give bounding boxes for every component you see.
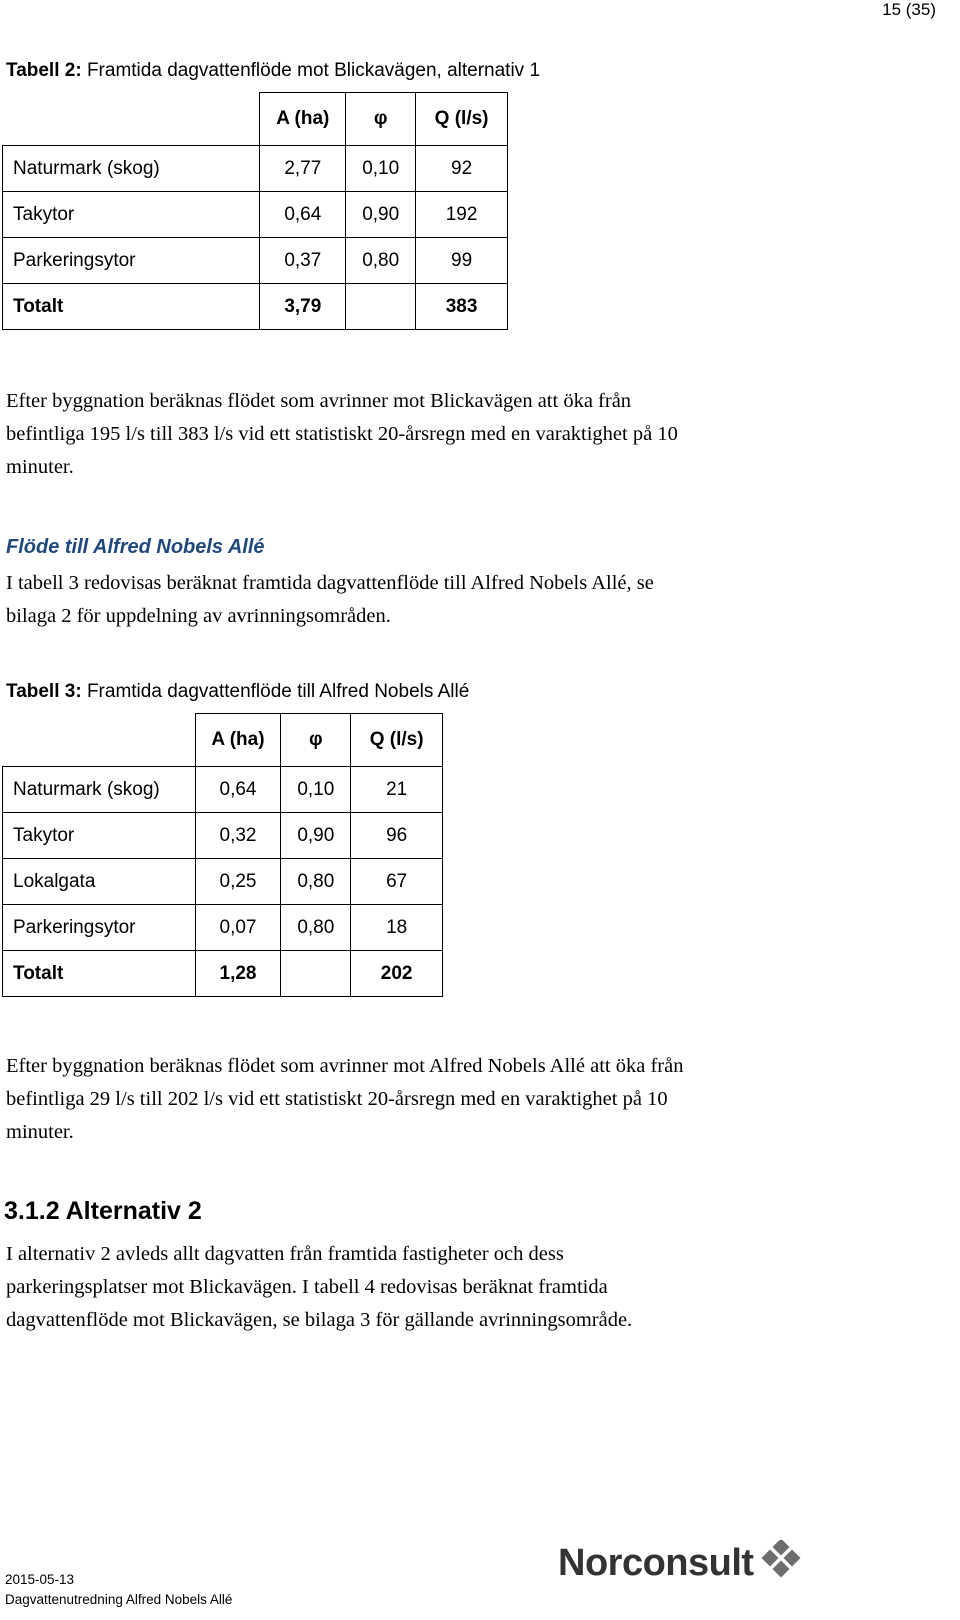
table2-caption-text: Framtida dagvattenflöde mot Blickavägen, alternativ 1 [81, 60, 541, 81]
cell-flow: 99 [416, 238, 508, 284]
row-label: Naturmark (skog) [3, 146, 260, 192]
cell-flow: 96 [351, 813, 443, 859]
text-line: parkeringsplatser mot Blickavägen. I tabell 4 redovisas beräknat framtida [6, 1276, 608, 1298]
section-heading: 3.1.2 Alternativ 2 [4, 1197, 202, 1225]
text-line: befintliga 29 l/s till 202 l/s vid ett statistiskt 20-årsregn med en varaktighet på 10 [6, 1088, 668, 1110]
cell-area: 2,77 [260, 146, 346, 192]
cell-phi [346, 284, 416, 330]
row-label: Takytor [3, 192, 260, 238]
table-row [3, 813, 443, 859]
cell-area: 0,07 [195, 905, 281, 951]
logo-wordmark: Norconsult [558, 1541, 754, 1584]
table-row [3, 767, 443, 813]
text-line: I tabell 3 redovisas beräknat framtida dagvattenflöde till Alfred Nobels Allé, se [6, 572, 654, 594]
table3-header-phi: φ [281, 714, 351, 767]
table3 [2, 713, 443, 997]
row-label: Totalt [3, 951, 196, 997]
cell-area: 0,64 [260, 192, 346, 238]
row-label: Takytor [3, 813, 196, 859]
row-label: Parkeringsytor [3, 905, 196, 951]
cell-flow: 202 [351, 951, 443, 997]
cell-phi: 0,10 [281, 767, 351, 813]
table2-total-row [3, 284, 508, 330]
cell-phi: 0,80 [346, 238, 416, 284]
table2-header-phi: φ [346, 93, 416, 146]
table-row [3, 192, 508, 238]
logo-mark-icon [758, 1540, 804, 1586]
paragraph-blickavagen-flow [6, 385, 678, 484]
cell-phi: 0,80 [281, 905, 351, 951]
text-line: Efter byggnation beräknas flödet som avrinner mot Alfred Nobels Allé att öka från [6, 1055, 684, 1077]
table3-caption [6, 681, 469, 703]
text-line: dagvattenflöde mot Blickavägen, se bilaga 3 för gällande avrinningsområde. [6, 1309, 633, 1331]
table3-header-flow: Q (l/s) [351, 714, 443, 767]
cell-area: 1,28 [195, 951, 281, 997]
cell-phi: 0,10 [346, 146, 416, 192]
row-label: Naturmark (skog) [3, 767, 196, 813]
table2-header-row [3, 93, 508, 146]
row-label: Totalt [3, 284, 260, 330]
text-line: minuter. [6, 456, 74, 478]
table2 [2, 92, 508, 330]
row-label: Lokalgata [3, 859, 196, 905]
cell-flow: 92 [416, 146, 508, 192]
text-line: I alternativ 2 avleds allt dagvatten från framtida fastigheter och dess [6, 1243, 564, 1265]
text-line: Efter byggnation beräknas flödet som avrinner mot Blickavägen att öka från [6, 390, 632, 412]
cell-phi [281, 951, 351, 997]
cell-area: 0,64 [195, 767, 281, 813]
text-line: befintliga 195 l/s till 383 l/s vid ett statistiskt 20-årsregn med en varaktighet på 10 [6, 423, 678, 445]
row-label: Parkeringsytor [3, 238, 260, 284]
table-row [3, 905, 443, 951]
table3-caption-text: Framtida dagvattenflöde till Alfred Nobels Allé [81, 681, 470, 702]
table2-header-area: A (ha) [260, 93, 346, 146]
table2-caption-label: Tabell 2: [6, 60, 82, 81]
table-row [3, 238, 508, 284]
text-line: minuter. [6, 1121, 74, 1143]
table-row [3, 146, 508, 192]
cell-flow: 21 [351, 767, 443, 813]
table2-caption [6, 60, 540, 82]
paragraph-alfred-nobels-flow [6, 1050, 683, 1149]
cell-area: 0,25 [195, 859, 281, 905]
cell-area: 3,79 [260, 284, 346, 330]
table3-header-row [3, 714, 443, 767]
paragraph-table3-intro [6, 567, 654, 633]
footer-date: 2015-05-13 [5, 1572, 75, 1587]
cell-flow: 192 [416, 192, 508, 238]
footer-document-title: Dagvattenutredning Alfred Nobels Allé [5, 1592, 233, 1607]
cell-flow: 18 [351, 905, 443, 951]
table-row [3, 859, 443, 905]
cell-flow: 383 [416, 284, 508, 330]
text-line: bilaga 2 för uppdelning av avrinningsområden. [6, 605, 391, 627]
table2-header-flow: Q (l/s) [416, 93, 508, 146]
page-number: 15 (35) [882, 0, 936, 19]
cell-flow: 67 [351, 859, 443, 905]
cell-area: 0,37 [260, 238, 346, 284]
norconsult-logo [558, 1540, 804, 1586]
subheading: Flöde till Alfred Nobels Allé [6, 536, 265, 558]
table3-total-row [3, 951, 443, 997]
cell-phi: 0,90 [281, 813, 351, 859]
paragraph-alternative-2 [6, 1238, 632, 1337]
cell-phi: 0,90 [346, 192, 416, 238]
table3-caption-label: Tabell 3: [6, 681, 82, 702]
cell-phi: 0,80 [281, 859, 351, 905]
table3-header-area: A (ha) [195, 714, 281, 767]
cell-area: 0,32 [195, 813, 281, 859]
